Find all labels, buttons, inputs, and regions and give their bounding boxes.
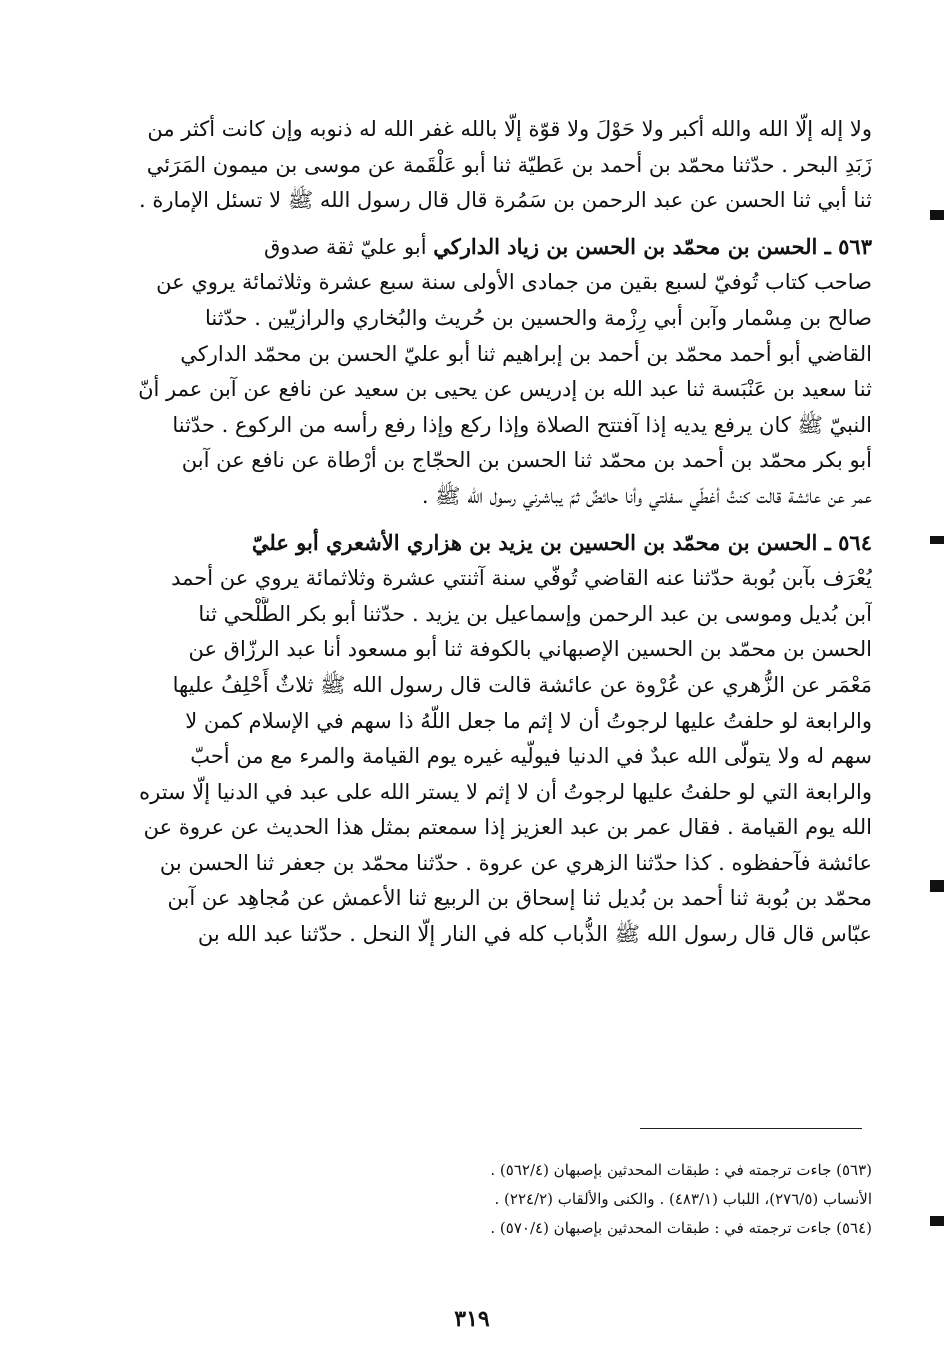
text-line: عمر عن عائشة قالت كنتُ أغطّي سفلتي وأنا حائضٌ ثمّ يباشرني رسول الله ﷺ .	[421, 483, 872, 508]
main-text	[120, 112, 872, 953]
text-line: سهم له ولا يتولّى الله عبدٌ في الدنيا فيولّيه غيره يوم القيامة والمرء مع من أحبّ	[190, 744, 872, 769]
text-line: عبّاس قال قال رسول الله ﷺ الذُّباب كله في النار إلّا النحل . حدّثنا عبد الله بن	[197, 922, 872, 947]
text-line: محمّد بن بُوبة ثنا أحمد بن بُديل ثنا إسحاق بن الربيع ثنا الأعمش عن مُجاهِد عن آبن	[167, 886, 872, 911]
text-line: آبن بُديل وموسى بن عبد الرحمن وإسماعيل بن يزيد . حدّثنا أبو بكر الطَّلْحي ثنا	[198, 601, 872, 626]
text-line: الله يوم القيامة . فقال عمر بن عبد العزيز إذا سمعتم بمثل هذا الحديث عن عروة عن	[143, 815, 872, 840]
text-line: مَعْمَر عن الزُّهري عن عُرْوة عن عائشة قالت قال رسول الله ﷺ ثلاثٌ أَحْلِفُ عليها	[172, 672, 872, 697]
footnote: (٥٦٣) جاءت ترجمته في : طبقات المحدثين بإصبهان (٥٦٢/٤) .	[490, 1161, 872, 1179]
text-line: ولا إله إلّا الله والله أكبر ولا حَوْلَ ولا قوّة إلّا بالله غفر الله له ذنوبه وإن كانت أكثر من	[147, 117, 872, 141]
entry-heading: ٥٦٣ ـ الحسن بن محمّد بن الحسن بن زياد الداركي	[433, 233, 872, 259]
scan-edge-mark	[930, 536, 944, 544]
text-line: النبيّ ﷺ كان يرفع يديه إذا آفتتح الصلاة وإذا ركع وإذا رفع رأسه من الركوع . حدّثنا	[172, 412, 872, 437]
footnotes	[120, 1156, 872, 1243]
footnote-separator	[640, 1128, 862, 1129]
text-line: صاحب كتاب تُوفيّ لسبع بقين من جمادى الأولى سنة سبع عشرة وثلاثمائة يروي عن	[156, 270, 872, 295]
entry-564	[120, 525, 872, 953]
scan-edge-mark	[930, 880, 944, 892]
continuation-paragraph	[120, 112, 872, 219]
text-line: القاضي أبو أحمد محمّد بن أحمد بن إبراهيم ثنا أبو عليّ الحسن بن محمّد الداركي	[180, 341, 872, 366]
entry-heading: ٥٦٤ ـ الحسن بن محمّد بن الحسين بن يزيد بن هزاري الأشعري أبو عليّ	[251, 529, 872, 555]
text-line: ثنا سعيد بن عَنْبَسة ثنا عبد الله بن إدريس عن يحيى بن سعيد عن نافع عن آبن عمر أنّ	[138, 377, 872, 402]
footnote: (٥٦٤) جاءت ترجمته في : طبقات المحدثين بإصبهان (٥٧٠/٤) .	[490, 1219, 872, 1237]
text-line: والرابعة التي لو حلفتُ عليها لرجوتُ أن لا إثم لا يستر الله على عبد في الدنيا إلّا ستره	[139, 779, 872, 804]
entry-heading-line	[120, 525, 872, 562]
text-line: صالح بن مِسْمار وآبن أبي رِزْمة والحسين بن حُريث والبُخاري والرازيّين . حدّثنا	[204, 305, 872, 330]
text-line: أبو بكر محمّد بن أحمد بن محمّد ثنا الحسن بن الحجّاج بن أرْطاة عن نافع عن آبن	[181, 448, 872, 473]
entry-563	[120, 229, 872, 515]
text-line: يُعْرَف بآبن بُوبة حدّثنا عنه القاضي تُوفّي سنة آثنتي عشرة وثلاثمائة يروي عن أحمد	[171, 566, 872, 591]
text-line: ثنا أبي ثنا الحسن عن عبد الرحمن بن سَمُرة قال قال رسول الله ﷺ لا تسئل الإمارة .	[139, 188, 872, 213]
entry-heading-tail: أبو عليّ ثقة صدوق	[264, 234, 434, 259]
text-line: زَبَدِ البحر . حدّثنا محمّد بن أحمد بن عَطيّة ثنا أبو عَلْقَمة عن موسى بن ميمون المَرَئي	[146, 152, 872, 177]
text-line: الحسن بن محمّد بن الحسين الإصبهاني بالكوفة ثنا أبو مسعود أنا عبد الرزّاق عن	[188, 637, 872, 662]
scan-edge-mark	[930, 1216, 944, 1226]
footnote: الأنساب (٢٧٦/٥)، اللباب (٤٨٣/١) . والكنى والألقاب (٢٢٤/٢) .	[494, 1190, 872, 1208]
page-number: ٣١٩	[454, 1306, 490, 1332]
text-line: عائشة فآحفظوه . كذا حدّثنا الزهري عن عروة . حدّثنا محمّد بن جعفر ثنا الحسن بن	[159, 850, 872, 875]
entry-heading-line	[120, 229, 872, 266]
text-line: والرابعة لو حلفتُ عليها لرجوتُ أن لا إثم ما جعل اللّهُ ذا سهم في الإسلام كمن لا	[185, 708, 872, 733]
scan-edge-mark	[930, 210, 944, 220]
